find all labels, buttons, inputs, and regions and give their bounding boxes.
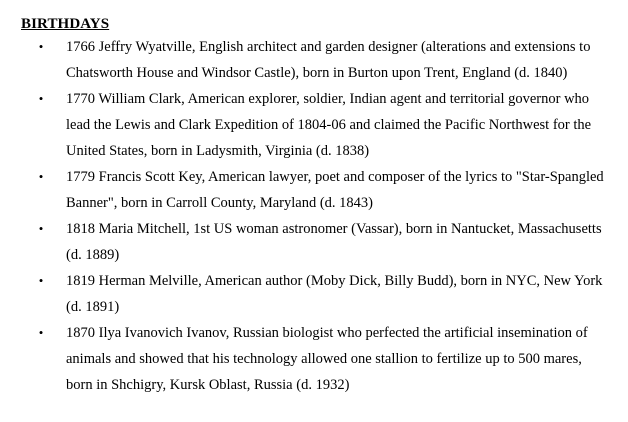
list-item: [21, 268, 608, 320]
bullet-icon: •: [38, 325, 44, 340]
bullet-icon: •: [38, 39, 44, 54]
bullet-icon: •: [38, 273, 44, 288]
list-item: [21, 86, 608, 164]
entry-text: 1818 Maria Mitchell, 1st US woman astronomer (Vassar), born in Nantucket, Massachusetts (d. 1889): [66, 221, 602, 263]
list-item: [21, 216, 608, 268]
entry-text: 1819 Herman Melville, American author (Moby Dick, Billy Budd), born in NYC, New York (d. 1891): [66, 273, 603, 315]
entry-text: 1770 William Clark, American explorer, soldier, Indian agent and territorial governor who lead the Lewis and Clark Expedition of 1804-06 and claimed the Pacific Northwest for the United States, born in Ladysmith, Virginia (d. 1838): [66, 91, 592, 159]
bullet-icon: •: [38, 169, 44, 184]
list-item: [21, 320, 608, 398]
entry-text: 1766 Jeffry Wyatville, English architect and garden designer (alterations and extensions to Chatsworth House and Windsor Castle), born in Burton upon Trent, England (d. 1840): [66, 39, 591, 81]
entry-text: 1779 Francis Scott Key, American lawyer, poet and composer of the lyrics to "Star-Spangled Banner", born in Carroll County, Maryland (d. 1843): [66, 169, 604, 211]
birthday-list: [21, 34, 608, 398]
bullet-icon: •: [38, 91, 44, 106]
entry-text: 1870 Ilya Ivanovich Ivanov, Russian biologist who perfected the artificial insemination of animals and showed that his technology allowed one stallion to fertilize up to 500 mares, born in Shchigry, Kursk Oblast, Russia (d. 1932): [66, 325, 588, 393]
section-heading: BIRTHDAYS: [21, 16, 110, 32]
bullet-icon: •: [38, 221, 44, 236]
list-item: [21, 164, 608, 216]
list-item: [21, 34, 608, 86]
